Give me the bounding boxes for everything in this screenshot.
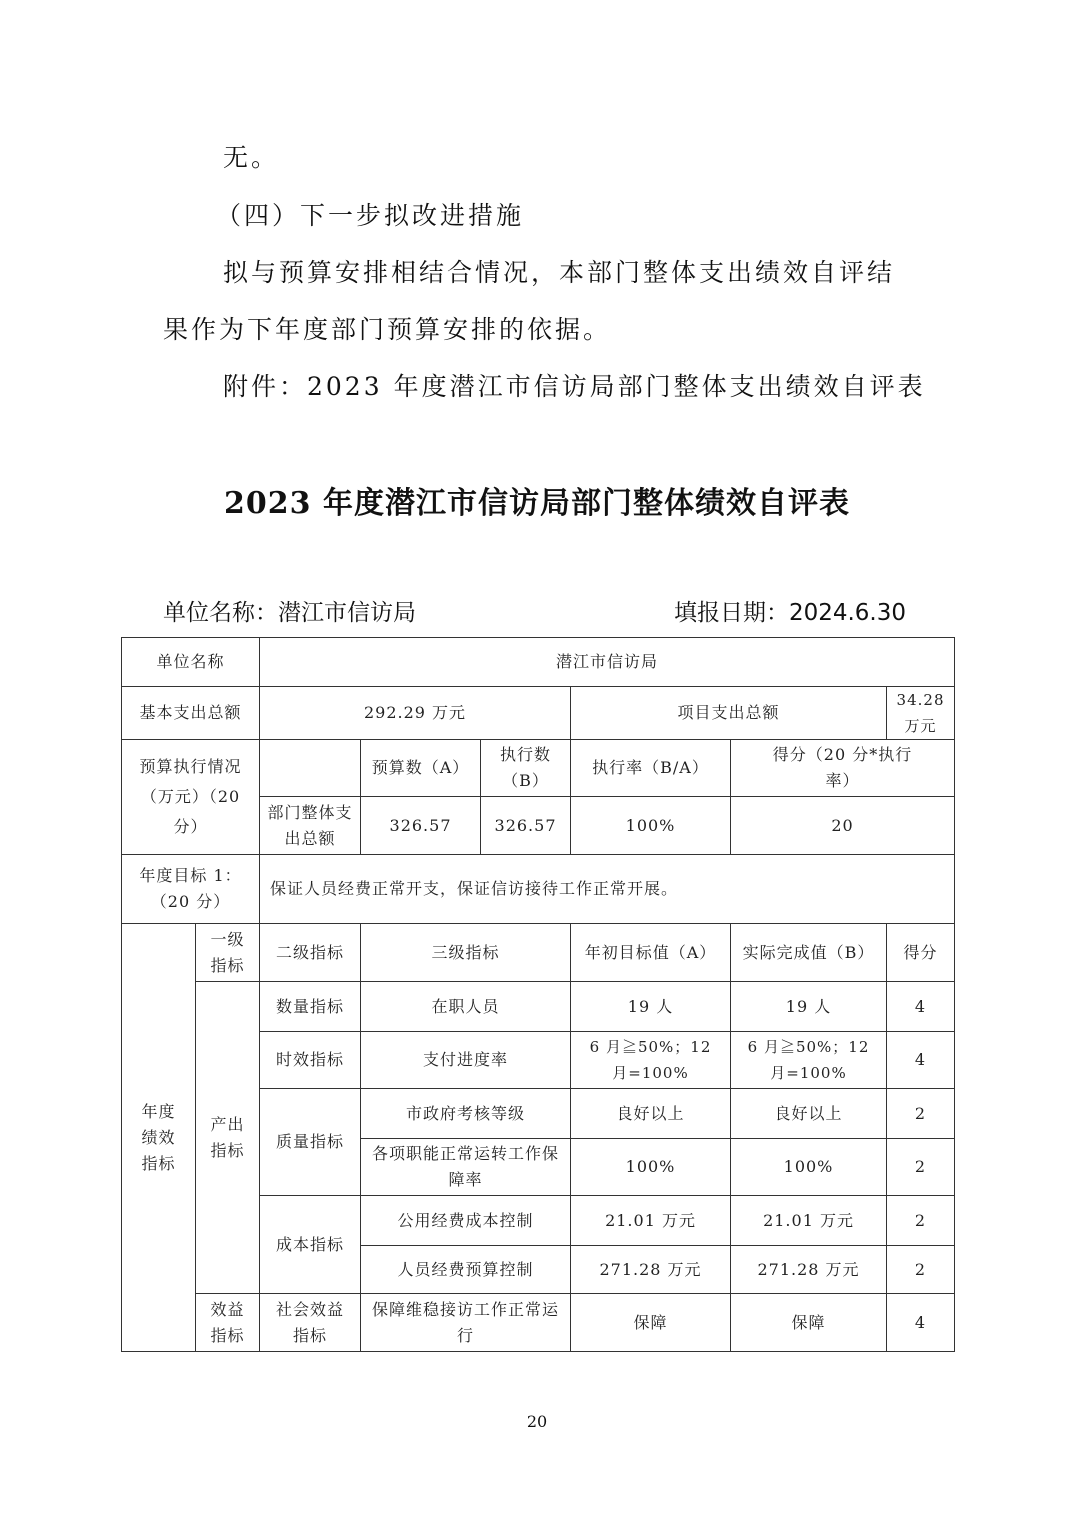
target-cell: 良好以上 xyxy=(571,1089,731,1139)
dept-total-score: 20 xyxy=(731,797,955,855)
score-cell: 4 xyxy=(887,982,955,1032)
paragraph-budget-link-line1: 拟与预算安排相结合情况，本部门整体支出绩效自评结 xyxy=(223,258,896,287)
project-expenditure-value: 34.28 万元 xyxy=(887,687,955,740)
level3-cell: 各项职能正常运转工作保障率 xyxy=(361,1139,571,1196)
paragraph-budget-link-line2: 果作为下年度部门预算安排的依据。 xyxy=(163,315,612,344)
benefit-indicator-label: 效益指标 xyxy=(196,1294,260,1352)
header-level3: 三级指标 xyxy=(361,924,571,982)
performance-table xyxy=(121,637,955,1352)
unit-value-cell: 潜江市信访局 xyxy=(260,638,955,687)
unit-label-cell: 单位名称 xyxy=(122,638,260,687)
table-row-expenditure xyxy=(122,687,955,740)
score-cell: 4 xyxy=(887,1294,955,1352)
target-cell: 保障 xyxy=(571,1294,731,1352)
target-cell: 100% xyxy=(571,1139,731,1196)
level2-cell: 质量指标 xyxy=(260,1089,361,1196)
score-cell: 4 xyxy=(887,1032,955,1089)
table-row-annual-goal xyxy=(122,855,955,924)
dept-total-a: 326.57 xyxy=(361,797,481,855)
annual-goal-text: 保证人员经费正常开支，保证信访接待工作正常开展。 xyxy=(260,855,955,924)
budget-col-b: 执行数（B） xyxy=(481,740,571,797)
score-cell: 2 xyxy=(887,1246,955,1294)
score-cell: 2 xyxy=(887,1139,955,1196)
header-actual: 实际完成值（B） xyxy=(731,924,887,982)
header-level2: 二级指标 xyxy=(260,924,361,982)
target-cell: 21.01 万元 xyxy=(571,1196,731,1246)
actual-cell: 保障 xyxy=(731,1294,887,1352)
actual-cell: 6 月≧50%；12 月=100% xyxy=(731,1032,887,1089)
report-date-line: 填报日期：2024.6.30 xyxy=(673,600,906,626)
document-title: 2023 年度潜江市信访局部门整体绩效自评表 xyxy=(224,486,850,521)
budget-col-rate: 执行率（B/A） xyxy=(571,740,731,797)
level2-cell: 数量指标 xyxy=(260,982,361,1032)
table-row xyxy=(122,1294,955,1352)
budget-blank-cell xyxy=(260,740,361,797)
table-row-unit xyxy=(122,638,955,687)
annual-indicators-label: 年度绩效指标 xyxy=(122,924,196,1352)
basic-expenditure-label: 基本支出总额 xyxy=(122,687,260,740)
score-cell: 2 xyxy=(887,1196,955,1246)
level2-cell: 成本指标 xyxy=(260,1196,361,1294)
basic-expenditure-value: 292.29 万元 xyxy=(260,687,571,740)
actual-cell: 100% xyxy=(731,1139,887,1196)
header-target: 年初目标值（A） xyxy=(571,924,731,982)
target-cell: 19 人 xyxy=(571,982,731,1032)
level3-cell: 在职人员 xyxy=(361,982,571,1032)
table-row-budget-header xyxy=(122,740,955,797)
project-expenditure-label: 项目支出总额 xyxy=(571,687,887,740)
section-heading-next-steps: （四）下一步拟改进措施 xyxy=(216,201,525,230)
table-row-indicator-header xyxy=(122,924,955,982)
actual-cell: 21.01 万元 xyxy=(731,1196,887,1246)
annual-goal-label: 年度目标 1：（20 分） xyxy=(122,855,260,924)
level3-cell: 人员经费预算控制 xyxy=(361,1246,571,1294)
budget-col-a: 预算数（A） xyxy=(361,740,481,797)
level3-cell: 公用经费成本控制 xyxy=(361,1196,571,1246)
budget-execution-label: 预算执行情况（万元）（20 分） xyxy=(122,740,260,855)
level3-cell: 保障维稳接访工作正常运行 xyxy=(361,1294,571,1352)
output-indicator-label: 产出指标 xyxy=(196,982,260,1294)
header-level1: 一级指标 xyxy=(196,924,260,982)
unit-name-line: 单位名称：潜江市信访局 xyxy=(163,600,416,626)
budget-col-score: 得分（20 分*执行率） xyxy=(731,740,955,797)
target-cell: 271.28 万元 xyxy=(571,1246,731,1294)
score-cell: 2 xyxy=(887,1089,955,1139)
actual-cell: 19 人 xyxy=(731,982,887,1032)
dept-total-b: 326.57 xyxy=(481,797,571,855)
actual-cell: 良好以上 xyxy=(731,1089,887,1139)
level3-cell: 市政府考核等级 xyxy=(361,1089,571,1139)
header-score: 得分 xyxy=(887,924,955,982)
dept-total-rate: 100% xyxy=(571,797,731,855)
level2-cell: 社会效益指标 xyxy=(260,1294,361,1352)
page-number: 20 xyxy=(526,1412,548,1431)
actual-cell: 271.28 万元 xyxy=(731,1246,887,1294)
attachment-note: 附件：2023 年度潜江市信访局部门整体支出绩效自评表 xyxy=(223,372,926,401)
target-cell: 6 月≧50%；12 月=100% xyxy=(571,1032,731,1089)
level2-cell: 时效指标 xyxy=(260,1032,361,1089)
paragraph-none: 无。 xyxy=(223,143,280,172)
dept-total-label: 部门整体支出总额 xyxy=(260,797,361,855)
table-row xyxy=(122,982,955,1032)
level3-cell: 支付进度率 xyxy=(361,1032,571,1089)
